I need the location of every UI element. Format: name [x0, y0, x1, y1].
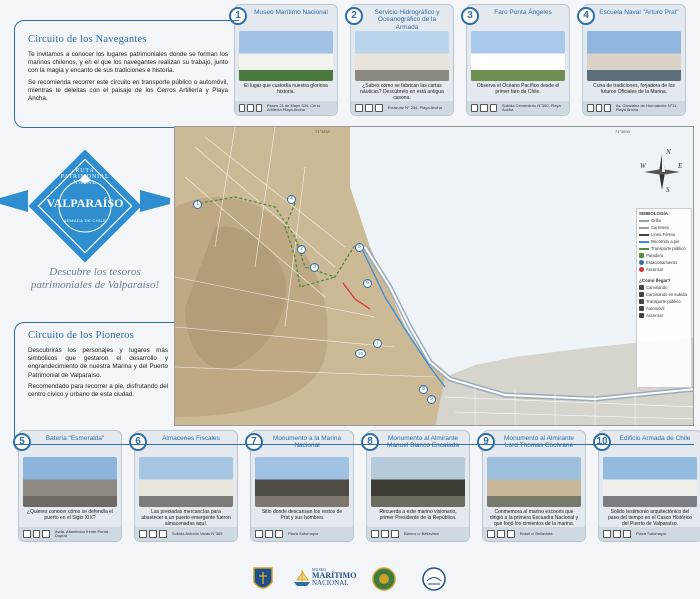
bus-icon [490, 104, 497, 112]
museum-logo-line1: MUSEO [312, 567, 327, 572]
legend-how-item [639, 285, 689, 290]
pioneros-p2: Recomendado para recorrer a pie, disfrutando del centro cívico y urbano de esta ciudad. [28, 382, 168, 398]
site-photo [255, 457, 349, 507]
site-title: Faro Punta Ángeles [494, 9, 552, 16]
site-photo [23, 457, 117, 507]
map-marker[interactable]: 7 [373, 339, 382, 348]
legend-how-label: Caminando [646, 285, 668, 290]
site-photo [487, 457, 581, 507]
site-address: Paseo 21 de Mayo S/N, Cerro Artillería Playa Ancha [266, 102, 321, 112]
site-card-1[interactable] [234, 4, 338, 116]
bus-icon [507, 530, 515, 538]
map-marker[interactable]: 10 [355, 349, 366, 358]
site-access-bar [583, 101, 685, 115]
site-number-badge: 5 [13, 433, 31, 451]
site-description: Observa el Océano Pacífico desde el primer faro de Chile. [476, 83, 560, 95]
museum-ship-icon [292, 568, 312, 588]
site-photo [587, 31, 681, 81]
site-title: Monumento al Almirante Manuel Blanco Encalada [387, 435, 459, 450]
site-card-8[interactable] [366, 430, 470, 542]
site-photo [239, 31, 333, 81]
walk-icon [23, 530, 31, 538]
map-marker[interactable]: 8 [419, 385, 428, 394]
site-access-bar [351, 101, 453, 115]
site-address: Blanco c/ Bellavista [404, 530, 439, 536]
site-title: Batería "Esmeralda" [45, 435, 105, 442]
legend-label: Recorrido a pie [651, 239, 680, 244]
legend-how-item [639, 292, 689, 297]
site-description: Recuerda a este marino visionario, primer Presidente de la República. [379, 509, 457, 521]
bus-icon [275, 530, 283, 538]
bus-icon [159, 530, 167, 538]
legend-how-label: Automóvil [646, 306, 665, 311]
site-card-7[interactable] [250, 430, 354, 542]
site-photo [603, 457, 697, 507]
seal-ring-text: RUTA PATRIMONIAL NAVAL [60, 168, 110, 186]
legend-label: Orilla [651, 218, 661, 223]
site-photo [139, 457, 233, 507]
site-title: Almacenes Fiscales [162, 435, 220, 442]
legend-title: SIMBOLOGÍA [639, 211, 668, 216]
site-description: Sitio donde descansan los restos de Prat y sus hombres [261, 509, 343, 521]
site-address: Av. González de Hormaeche N°11, Playa Ancha [615, 102, 678, 112]
compass-s: S [666, 186, 670, 194]
site-card-9[interactable] [482, 430, 586, 542]
compass-w: W [640, 162, 646, 170]
hydro-service-emblem-icon [372, 566, 396, 592]
site-number-badge: 7 [245, 433, 263, 451]
pioneros-title: Circuito de los Pioneros [28, 330, 135, 341]
site-address: Avda. Altamirano frente Punta Duprat [54, 528, 108, 538]
svg-text:71°36'W: 71°36'W [615, 129, 631, 134]
navy-shield-icon [252, 566, 274, 594]
map-marker[interactable]: 6 [363, 279, 372, 288]
site-title: Servicio Hidrográfico y Oceanográfico de la Armada [374, 9, 440, 31]
legend-how-item [639, 299, 689, 304]
legend-how-item [639, 306, 689, 311]
parking-icon [480, 104, 487, 112]
site-number-badge: 9 [477, 433, 495, 451]
site-title: Museo Marítimo Nacional [254, 9, 328, 16]
legend-label: Ascensor [646, 267, 664, 272]
bus-icon [604, 104, 611, 112]
site-access-bar [599, 527, 700, 541]
site-address: Subida Cementerio N°300, Playa Ancha [501, 102, 561, 112]
bus-icon [42, 530, 50, 538]
parking-icon [497, 530, 505, 538]
tagline: Descubre los tesoros patrimoniales de Valparaíso! [30, 266, 160, 291]
legend-how-title: ¿Cómo llegar? [639, 278, 671, 283]
bus-icon [256, 104, 262, 112]
parking-icon [365, 104, 373, 112]
museum-logo-line2: MARÍTIMO [312, 571, 357, 580]
site-description: ¿Sabes cómo se fabrican las cartas náuticas? Descúbrelo en está antigua casona. [360, 83, 444, 101]
walk-icon [603, 530, 611, 538]
site-description: Cuna de tradiciones, forjadora de los futuros Oficiales de la Marina. [593, 83, 675, 95]
pioneros-section [28, 330, 168, 399]
legend-label: Carretera [651, 225, 669, 230]
seal-bottom-text: ARMADA DE CHILE [63, 218, 107, 223]
legend-label: Estacionamiento [646, 260, 677, 265]
site-access-bar [367, 527, 469, 541]
footer-logos [0, 560, 700, 599]
site-number-badge: 8 [361, 433, 379, 451]
route-map[interactable] [174, 126, 694, 426]
map-legend [636, 208, 692, 388]
map-marker[interactable]: 9 [427, 395, 436, 404]
naval-school-emblem-icon [422, 566, 446, 592]
museum-logo-text [312, 568, 356, 587]
bus-icon [623, 530, 631, 538]
site-address: Plaza Sotomayor [636, 530, 667, 536]
site-number-badge: 10 [593, 433, 611, 451]
site-access-bar [19, 527, 121, 541]
navegantes-p1: Te invitamos a conocer los lugares patrimoniales donde se forman los marinos chilenos, y en el que los navegantes realizan su trabajo, junto con la magia y encanto de sus tradiciones e historia. [28, 51, 228, 75]
walk-icon [139, 530, 147, 538]
svg-text:71°38'W: 71°38'W [315, 129, 331, 134]
site-number-badge: 6 [129, 433, 147, 451]
site-address: Subida Antonio Varas N°389 [172, 530, 223, 536]
parking-icon [149, 530, 157, 538]
parking-icon [613, 530, 621, 538]
navegantes-title: Circuito de los Navegantes [28, 34, 147, 45]
site-title: Escuela Naval "Arturo Prat" [599, 9, 679, 16]
site-number-badge: 4 [577, 7, 595, 25]
site-access-bar [483, 527, 585, 541]
site-number-badge: 2 [345, 7, 363, 25]
site-description: Sólido testimonio arquitectónico del paso del tiempo en el Casco Histórico del Puerto de Valparaíso. [608, 509, 692, 527]
walk-icon [239, 104, 245, 112]
parking-icon [381, 530, 389, 538]
parking-icon [265, 530, 273, 538]
bus-icon [375, 104, 383, 112]
site-description: Conmemora al marino escocés que dirigió a la primera Escuadra Nacional y que forjó los cimientos de la marina. [489, 509, 579, 527]
legend-how-label: Ascensor [646, 313, 664, 318]
legend-label: Línea Férrea [651, 232, 675, 237]
walk-icon [587, 104, 594, 112]
site-card-3[interactable] [466, 4, 570, 116]
frame-line-bottom-rail [14, 444, 694, 445]
compass-rose [640, 150, 684, 194]
legend-item [639, 260, 689, 265]
legend-label: Paradero [646, 253, 664, 258]
site-access-bar [467, 101, 569, 115]
site-number-badge: 3 [461, 7, 479, 25]
walk-icon [355, 104, 363, 112]
navegantes-p2: Se recomienda recorrer este circuito en transporte público o automóvil, mientras te deleitas con el paisaje de los Cerros Artillería y Playa Ancha. [28, 78, 228, 102]
compass-e: E [678, 162, 683, 170]
museum-logo-line3: NACIONAL [312, 579, 349, 587]
site-number-badge: 1 [229, 7, 247, 25]
site-access-bar [235, 101, 337, 115]
legend-how-item [639, 313, 689, 318]
legend-how-label: Transporte público [646, 299, 681, 304]
site-address: Brasil c/ Bellavista [520, 530, 553, 536]
legend-item [639, 225, 689, 230]
ruta-patrimonial-seal [0, 150, 170, 270]
walk-icon [371, 530, 379, 538]
site-card-6[interactable] [134, 430, 238, 542]
site-title: Edificio Armada de Chile [619, 435, 691, 442]
compass-n: N [666, 148, 671, 156]
site-photo [371, 457, 465, 507]
legend-how-label: Caminando en subida [646, 292, 687, 297]
map-marker[interactable]: 1 [193, 200, 202, 209]
legend-label: Transporte público [651, 246, 686, 251]
legend-item [639, 267, 689, 272]
site-description: ¿Quieres conocer cómo se defendía el puerto en el Siglo XIX? [26, 509, 114, 521]
site-title: Monumento al Almirante Lord Thomas Cochrane [503, 435, 575, 450]
map-marker[interactable]: 5 [355, 243, 364, 252]
legend-item [639, 253, 689, 258]
site-access-bar [251, 527, 353, 541]
parking-icon [247, 104, 253, 112]
site-description: Las preciadas mercancías para abastecer a un puerto emergente fueron almacenadas aquí. [141, 509, 231, 527]
site-photo [355, 31, 449, 81]
site-photo [471, 31, 565, 81]
walk-icon [255, 530, 263, 538]
legend-item [639, 239, 689, 244]
legend-item [639, 218, 689, 223]
walk-icon [487, 530, 495, 538]
site-title: Monumento a la Marina Nacional [272, 435, 342, 450]
site-access-bar [135, 527, 237, 541]
parking-icon [33, 530, 41, 538]
site-address: Plaza Sotomayor [288, 530, 319, 536]
map-marker[interactable]: 4 [287, 195, 296, 204]
legend-item [639, 246, 689, 251]
map-marker[interactable]: 2 [297, 245, 306, 254]
navegantes-section [28, 34, 228, 103]
map-marker[interactable]: 3 [310, 263, 319, 272]
bus-icon [391, 530, 399, 538]
site-address: Errázuriz N° 254, Playa Ancha [388, 104, 442, 110]
parking-icon [596, 104, 603, 112]
site-description: El lugar que custodia nuestra gloriosa historia. [244, 83, 328, 95]
walk-icon [471, 104, 478, 112]
site-card-4[interactable] [582, 4, 686, 116]
site-card-2[interactable] [350, 4, 454, 116]
site-card-5[interactable] [18, 430, 122, 542]
site-card-10[interactable] [598, 430, 700, 542]
pioneros-p1: Descubrirás los personajes y lugares más simbólicos que gestaron el desarrollo y engrandecimiento de nuestra Marina y del Puerto Patrimonial de Valparaíso. [28, 347, 168, 379]
legend-item [639, 232, 689, 237]
seal-city: VALPARAÍSO [46, 196, 124, 210]
